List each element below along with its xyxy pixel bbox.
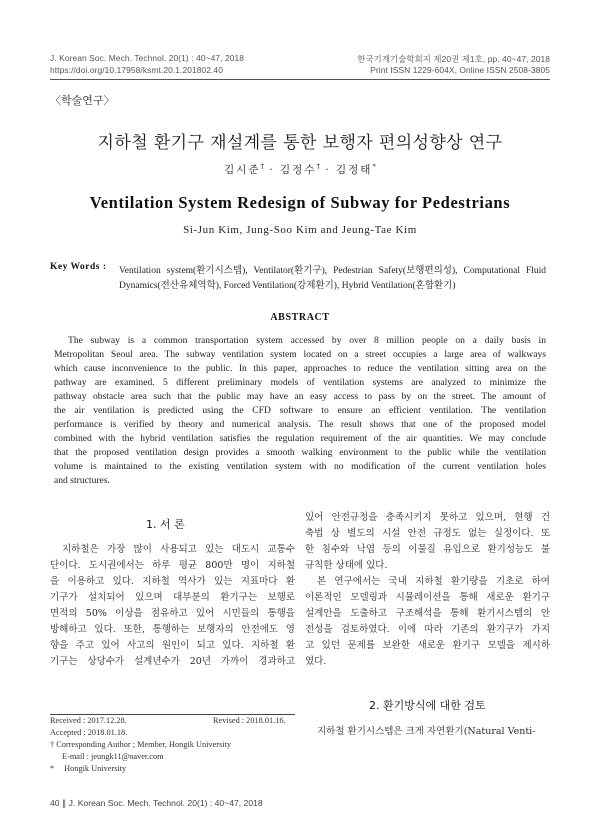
abstract-line: and structures. [54, 475, 110, 486]
body-line: 규칙한 상태에 있다. [305, 560, 388, 571]
affiliation-mark: * [50, 764, 55, 773]
running-header-doi[interactable]: https://doi.org/10.17958/ksmt.20.1.201802.40 [50, 65, 223, 75]
body-line: 본 연구에서는 국내 지하철 환기량을 기초로 하여 [317, 576, 550, 587]
running-header-issn: Print ISSN 1229-604X, Online ISSN 2508-3805 [370, 65, 550, 75]
author-separator: · [319, 164, 336, 176]
abstract-line: which cause inconvenience to the public. In this paper, approaches to reduce the ventilation sitting area on the [54, 363, 546, 374]
abstract-line: pathway are examined. 5 different preliminary models of ventilation systems are analyzed to minimize the [54, 377, 546, 388]
abstract-line: that the proposed ventilation design provides a smooth walking environment to the public while the ventilation [54, 447, 546, 458]
footnote-accepted: Accepted : 2018.01.18. [50, 728, 128, 737]
title-korean: 지하철 환기구 재설계를 통한 보행자 편의성향상 연구 [97, 133, 503, 153]
author-separator: · [264, 164, 281, 176]
section-1-heading: 1. 서 론 [146, 518, 185, 531]
author-2: 김정수 [280, 164, 317, 176]
page-footer: 40 ∥ J. Korean Soc. Mech. Technol. 20(1) : 40~47, 2018 [50, 798, 263, 808]
body-line: 있어 안전규정을 충족시키지 못하고 있으며, 현행 건 [305, 512, 550, 523]
body-line: 을 이용하고 있다. 지하철 역사가 있는 지표마다 환 [50, 576, 295, 587]
abstract-line: the air ventilation is predicted using the CFD software to ensure an efficient ventilation. The ventilation [54, 405, 546, 416]
footnote-rule [50, 714, 295, 715]
body-line: 면적의 50% 이상을 점유하고 있어 시민들의 통행을 [50, 608, 295, 619]
body-line: 방해하고 있다. 또한, 통행하는 보행자의 안전에도 영 [50, 624, 295, 635]
running-header-journal: J. Korean Soc. Mech. Technol. 20(1) : 40~47, 2018 [50, 53, 244, 63]
body-line: 였다. [305, 656, 327, 667]
footnote-email[interactable]: E-mail : jeungk11@naver.com [62, 752, 164, 761]
author-3-mark: * [372, 162, 376, 171]
author-2-mark: † [316, 162, 320, 171]
authors-english: Si-Jun Kim, Jung-Soo Kim and Jeung-Tae Kim [183, 224, 417, 236]
keywords-line-1: Ventilation system(환기시스템), Ventilator(환기구), Pedestrian Safety(보행편의성), Computational Fluid [119, 266, 546, 276]
header-rule [50, 79, 550, 80]
body-line: 축법 상 별도의 시설 안전 규정도 없는 실정이다. 또 [305, 528, 550, 539]
body-line: 기구가 설치되어 있으며 대부분의 환기구는 보행로 [50, 592, 295, 603]
article-category: 〈학술연구〉 [50, 94, 115, 107]
affiliation-text: Hongik University [64, 764, 127, 773]
body-line: 전성을 검토하였다. 이에 따라 기존의 환기구가 가지 [305, 624, 550, 635]
body-line: 지하철은 가장 많이 사용되고 있는 대도시 교통수 [62, 544, 295, 555]
body-line: 지하철 환기시스템은 크게 자연환기(Natural Venti- [317, 726, 536, 737]
abstract-line: combined with the hybrid ventilation satisfies the regulation requirement of the air quantities. We may conclude [54, 433, 546, 444]
author-3: 김정태 [335, 164, 373, 176]
authors-korean [0, 162, 600, 177]
abstract-heading: ABSTRACT [270, 312, 330, 323]
body-line: 고 있던 문제를 보완한 새로운 환기구 모델을 제시하 [305, 640, 550, 651]
body-line: 설계안을 도출하고 구조해석을 통해 환기시스템의 안 [305, 608, 550, 619]
body-line: 이론적인 모델링과 시뮬레이션을 통해 새로운 환기구 [305, 592, 550, 603]
abstract-line: The subway is a common transportation system accessed by over 8 million people on a daily basis in [68, 335, 546, 346]
footnote-corresponding: † Corresponding Author ; Member, Hongik University [50, 740, 232, 749]
author-1-mark: † [260, 162, 265, 171]
running-header-journal-ko: 한국기계기술학회지 제20권 제1호, pp. 40~47, 2018 [357, 54, 550, 64]
abstract-line: performance is verified by theory and numerical analysis. The result shows that one of the proposed model [54, 419, 546, 430]
title-english: Ventilation System Redesign of Subway for Pedestrians [89, 193, 511, 212]
footnote-received: Received : 2017.12.28. [50, 716, 127, 725]
abstract-line: Metropolitan Seoul area. The subway ventilation system located on a street occupies a large area of walkways [54, 349, 546, 360]
body-line: 기구는 상당수가 설계년수가 20년 가까이 경과하고 [50, 656, 295, 667]
footnote-revised: Revised : 2018.01.16. [213, 716, 286, 725]
author-1: 김시준 [224, 164, 261, 176]
footnote-affiliation [50, 764, 126, 773]
keywords-line-2: Dynamics(전산유체역학), Forced Ventilation(강제환기), Hybrid Ventilation(혼합환기) [119, 281, 456, 291]
section-2-heading: 2. 환기방식에 대한 검토 [369, 699, 486, 712]
body-line: 향을 주고 있어 사고의 원인이 되고 있다. 지하철 환 [50, 640, 295, 651]
abstract-line: volume is maintained to the existing ventilation system with no modification of the current ventilation holes [54, 461, 546, 472]
body-line: 한 침수와 낙엽 등의 이물질 유입으로 환기성능도 불 [305, 544, 550, 555]
abstract-line: pathway obstacle area such that the public may have an easy access to pass by on the street. The amount of [54, 391, 546, 402]
keywords-label: Key Words : [50, 262, 107, 272]
body-line: 단이다. 도시권에서는 하루 평균 800만 명이 지하철 [50, 560, 295, 571]
